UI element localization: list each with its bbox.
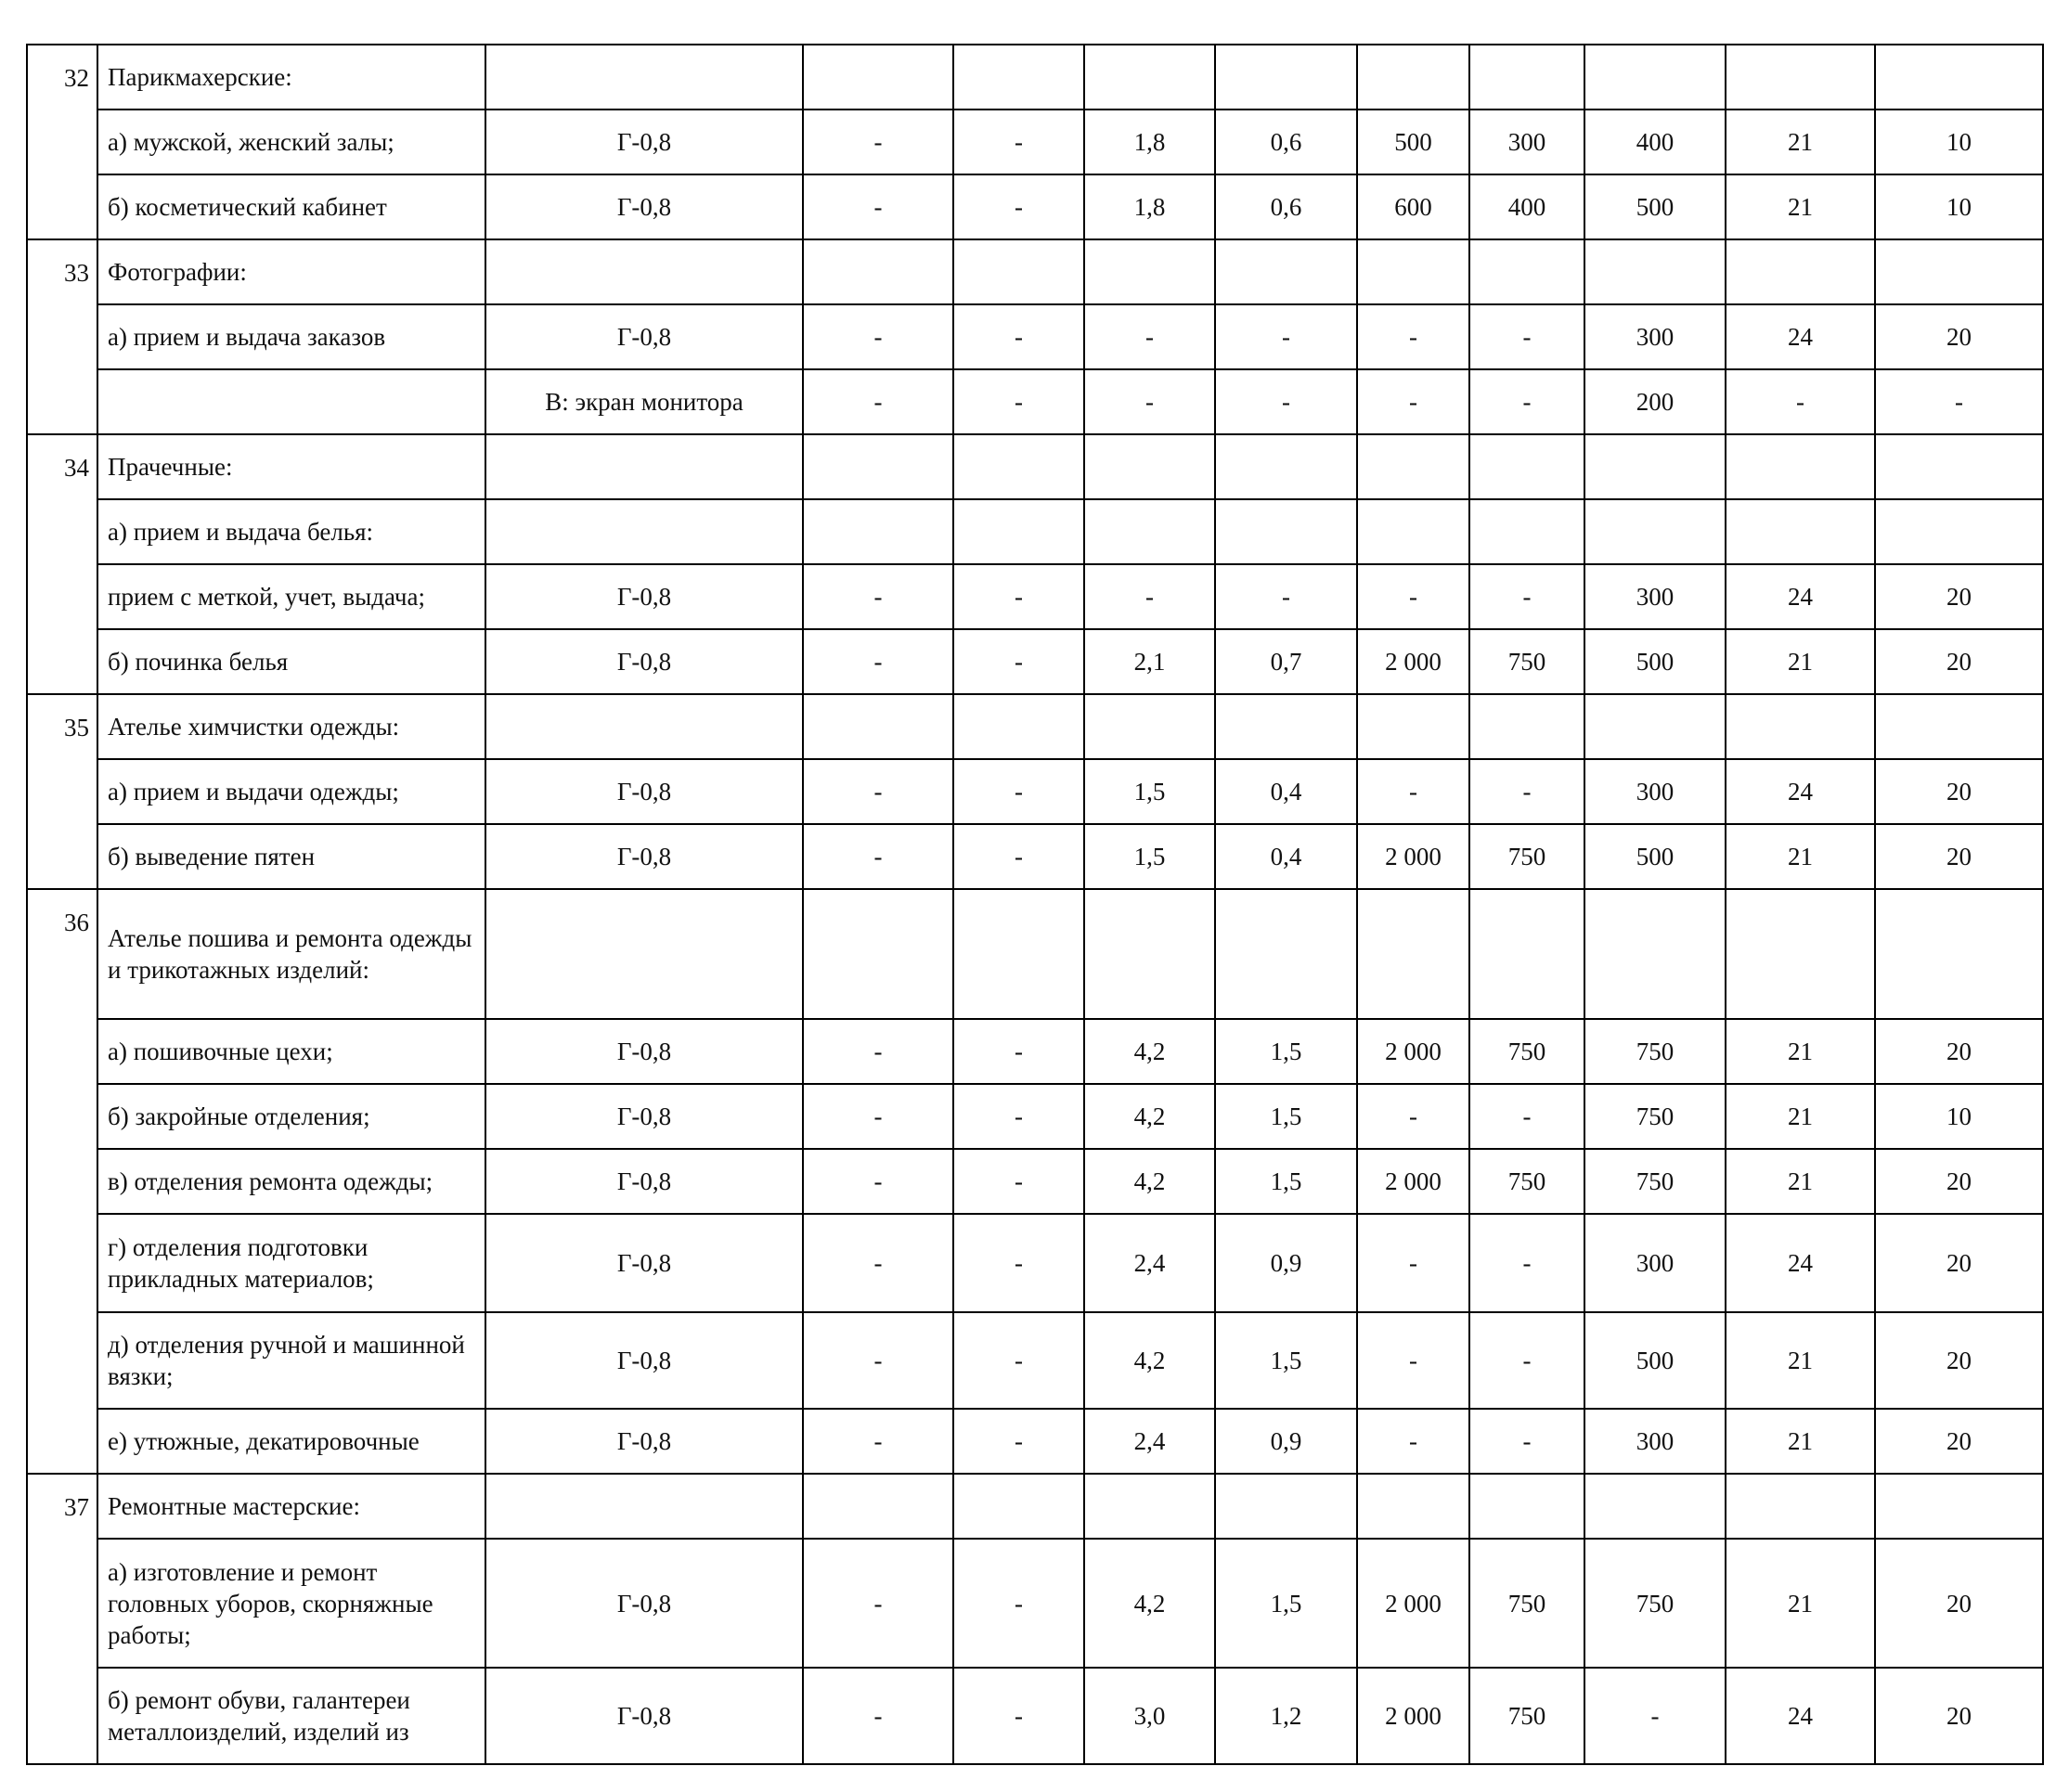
value-cell-col-5: 1,5 — [1215, 1084, 1357, 1149]
value-cell-col-10 — [1875, 45, 2043, 110]
table-row — [27, 694, 2043, 759]
value-cell-col-1 — [485, 889, 803, 1019]
value-cell-col-5 — [1215, 499, 1357, 564]
value-cell-col-2: - — [803, 1668, 953, 1764]
value-cell-col-2 — [803, 434, 953, 499]
value-cell-col-6: 2 000 — [1357, 1668, 1469, 1764]
value-cell-col-10 — [1875, 694, 2043, 759]
value-cell-col-6 — [1357, 499, 1469, 564]
value-cell-col-3: - — [953, 1409, 1084, 1474]
item-number: 37 — [27, 1474, 97, 1764]
value-cell-col-6 — [1357, 434, 1469, 499]
value-cell-col-7 — [1469, 239, 1584, 304]
value-cell-col-9: 24 — [1726, 1214, 1875, 1312]
table-row — [27, 1312, 2043, 1409]
value-cell-col-4: 2,4 — [1084, 1214, 1215, 1312]
value-cell-col-8: 300 — [1584, 304, 1726, 369]
value-cell-col-6: 2 000 — [1357, 1019, 1469, 1084]
value-cell-col-5: 0,9 — [1215, 1409, 1357, 1474]
value-cell-col-3 — [953, 499, 1084, 564]
value-cell-col-2: - — [803, 1312, 953, 1409]
value-cell-col-8 — [1584, 694, 1726, 759]
value-cell-col-10: 20 — [1875, 1149, 2043, 1214]
value-cell-col-5: 0,6 — [1215, 110, 1357, 174]
value-cell-col-7: 750 — [1469, 1019, 1584, 1084]
value-cell-col-9: 21 — [1726, 1409, 1875, 1474]
premises-name: а) прием и выдача заказов — [97, 304, 485, 369]
value-cell-col-1: Г-0,8 — [485, 1019, 803, 1084]
value-cell-col-1: Г-0,8 — [485, 110, 803, 174]
premises-name: а) прием и выдача белья: — [97, 499, 485, 564]
value-cell-col-9: 21 — [1726, 1084, 1875, 1149]
value-cell-col-1: Г-0,8 — [485, 1084, 803, 1149]
value-cell-col-7: 750 — [1469, 1668, 1584, 1764]
value-cell-col-6: 600 — [1357, 174, 1469, 239]
value-cell-col-6 — [1357, 694, 1469, 759]
value-cell-col-9: 21 — [1726, 110, 1875, 174]
premises-name: а) мужской, женский залы; — [97, 110, 485, 174]
value-cell-col-6: - — [1357, 1084, 1469, 1149]
value-cell-col-10: 20 — [1875, 1214, 2043, 1312]
value-cell-col-2: - — [803, 1149, 953, 1214]
premises-name: б) закройные отделения; — [97, 1084, 485, 1149]
premises-name: Ателье пошива и ремонта одежды и трикотажных изделий: — [97, 889, 485, 1019]
value-cell-col-10: 20 — [1875, 564, 2043, 629]
table-row — [27, 1214, 2043, 1312]
value-cell-col-3 — [953, 889, 1084, 1019]
value-cell-col-7: - — [1469, 1312, 1584, 1409]
table-row — [27, 110, 2043, 174]
value-cell-col-9: 24 — [1726, 304, 1875, 369]
value-cell-col-5 — [1215, 1474, 1357, 1539]
lighting-norms-table — [26, 44, 2044, 1765]
value-cell-col-9 — [1726, 889, 1875, 1019]
value-cell-col-3 — [953, 694, 1084, 759]
value-cell-col-9: 24 — [1726, 1668, 1875, 1764]
table-row — [27, 629, 2043, 694]
value-cell-col-8: 750 — [1584, 1149, 1726, 1214]
value-cell-col-6: 500 — [1357, 110, 1469, 174]
value-cell-col-4 — [1084, 694, 1215, 759]
value-cell-col-3: - — [953, 1214, 1084, 1312]
value-cell-col-10: - — [1875, 369, 2043, 434]
value-cell-col-7: 750 — [1469, 629, 1584, 694]
premises-name: б) ремонт обуви, галантереи металлоизделий, изделий из — [97, 1668, 485, 1764]
value-cell-col-10: 20 — [1875, 1668, 2043, 1764]
premises-name: а) прием и выдачи одежды; — [97, 759, 485, 824]
value-cell-col-2 — [803, 889, 953, 1019]
value-cell-col-8: 400 — [1584, 110, 1726, 174]
value-cell-col-2: - — [803, 1214, 953, 1312]
premises-name: б) починка белья — [97, 629, 485, 694]
value-cell-col-5: 0,6 — [1215, 174, 1357, 239]
value-cell-col-7 — [1469, 434, 1584, 499]
value-cell-col-2 — [803, 1474, 953, 1539]
value-cell-col-2 — [803, 694, 953, 759]
value-cell-col-2: - — [803, 174, 953, 239]
value-cell-col-4: 4,2 — [1084, 1539, 1215, 1668]
value-cell-col-8 — [1584, 889, 1726, 1019]
value-cell-col-1: Г-0,8 — [485, 629, 803, 694]
table-row — [27, 759, 2043, 824]
value-cell-col-10: 10 — [1875, 110, 2043, 174]
value-cell-col-4: 1,5 — [1084, 824, 1215, 889]
value-cell-col-1 — [485, 499, 803, 564]
value-cell-col-8 — [1584, 434, 1726, 499]
value-cell-col-7: 750 — [1469, 824, 1584, 889]
value-cell-col-5: - — [1215, 369, 1357, 434]
table-row — [27, 1084, 2043, 1149]
value-cell-col-7 — [1469, 499, 1584, 564]
value-cell-col-5: 1,5 — [1215, 1312, 1357, 1409]
value-cell-col-8: - — [1584, 1668, 1726, 1764]
value-cell-col-6 — [1357, 889, 1469, 1019]
value-cell-col-8: 500 — [1584, 174, 1726, 239]
value-cell-col-1: Г-0,8 — [485, 1409, 803, 1474]
value-cell-col-6 — [1357, 1474, 1469, 1539]
value-cell-col-5: - — [1215, 564, 1357, 629]
table-row — [27, 1668, 2043, 1764]
value-cell-col-1: В: экран монитора — [485, 369, 803, 434]
value-cell-col-10 — [1875, 889, 2043, 1019]
value-cell-col-3: - — [953, 759, 1084, 824]
value-cell-col-7: - — [1469, 759, 1584, 824]
premises-name: в) отделения ремонта одежды; — [97, 1149, 485, 1214]
value-cell-col-5: 1,5 — [1215, 1539, 1357, 1668]
value-cell-col-6: 2 000 — [1357, 824, 1469, 889]
value-cell-col-8: 300 — [1584, 759, 1726, 824]
value-cell-col-1 — [485, 694, 803, 759]
value-cell-col-3 — [953, 45, 1084, 110]
premises-name: а) пошивочные цехи; — [97, 1019, 485, 1084]
value-cell-col-5 — [1215, 889, 1357, 1019]
value-cell-col-7: - — [1469, 1214, 1584, 1312]
value-cell-col-5: 0,4 — [1215, 824, 1357, 889]
value-cell-col-4 — [1084, 45, 1215, 110]
value-cell-col-5 — [1215, 239, 1357, 304]
value-cell-col-7 — [1469, 889, 1584, 1019]
value-cell-col-3: - — [953, 1149, 1084, 1214]
item-number: 32 — [27, 45, 97, 239]
value-cell-col-4: - — [1084, 304, 1215, 369]
value-cell-col-6: - — [1357, 369, 1469, 434]
value-cell-col-6 — [1357, 239, 1469, 304]
value-cell-col-5: - — [1215, 304, 1357, 369]
value-cell-col-4 — [1084, 434, 1215, 499]
value-cell-col-7: 750 — [1469, 1149, 1584, 1214]
value-cell-col-8: 500 — [1584, 824, 1726, 889]
value-cell-col-6: - — [1357, 564, 1469, 629]
value-cell-col-5: 1,2 — [1215, 1668, 1357, 1764]
table-row — [27, 1409, 2043, 1474]
value-cell-col-4: 3,0 — [1084, 1668, 1215, 1764]
table-row — [27, 824, 2043, 889]
value-cell-col-1: Г-0,8 — [485, 1539, 803, 1668]
value-cell-col-3 — [953, 434, 1084, 499]
value-cell-col-9 — [1726, 1474, 1875, 1539]
value-cell-col-9: 24 — [1726, 759, 1875, 824]
value-cell-col-2: - — [803, 1019, 953, 1084]
value-cell-col-4: 4,2 — [1084, 1019, 1215, 1084]
value-cell-col-7 — [1469, 45, 1584, 110]
value-cell-col-4: 2,1 — [1084, 629, 1215, 694]
value-cell-col-3 — [953, 239, 1084, 304]
value-cell-col-5 — [1215, 434, 1357, 499]
value-cell-col-1: Г-0,8 — [485, 824, 803, 889]
value-cell-col-2: - — [803, 369, 953, 434]
value-cell-col-8 — [1584, 239, 1726, 304]
value-cell-col-4: 1,5 — [1084, 759, 1215, 824]
value-cell-col-7 — [1469, 1474, 1584, 1539]
value-cell-col-1: Г-0,8 — [485, 304, 803, 369]
value-cell-col-3: - — [953, 1019, 1084, 1084]
value-cell-col-2: - — [803, 629, 953, 694]
value-cell-col-3: - — [953, 824, 1084, 889]
value-cell-col-1: Г-0,8 — [485, 1214, 803, 1312]
premises-name: а) изготовление и ремонт головных уборов, скорняжные работы; — [97, 1539, 485, 1668]
value-cell-col-8 — [1584, 499, 1726, 564]
premises-name: Ремонтные мастерские: — [97, 1474, 485, 1539]
value-cell-col-2: - — [803, 1539, 953, 1668]
table-row — [27, 434, 2043, 499]
value-cell-col-9 — [1726, 499, 1875, 564]
value-cell-col-5 — [1215, 694, 1357, 759]
value-cell-col-9 — [1726, 45, 1875, 110]
value-cell-col-4: 4,2 — [1084, 1312, 1215, 1409]
value-cell-col-10 — [1875, 239, 2043, 304]
value-cell-col-2: - — [803, 1084, 953, 1149]
value-cell-col-5: 0,7 — [1215, 629, 1357, 694]
value-cell-col-3: - — [953, 629, 1084, 694]
value-cell-col-3: - — [953, 304, 1084, 369]
value-cell-col-9: 21 — [1726, 1019, 1875, 1084]
value-cell-col-8 — [1584, 45, 1726, 110]
premises-name: Парикмахерские: — [97, 45, 485, 110]
value-cell-col-2 — [803, 239, 953, 304]
value-cell-col-9: 21 — [1726, 824, 1875, 889]
premises-name: е) утюжные, декатировочные — [97, 1409, 485, 1474]
value-cell-col-3: - — [953, 174, 1084, 239]
value-cell-col-1: Г-0,8 — [485, 174, 803, 239]
value-cell-col-6: - — [1357, 1312, 1469, 1409]
value-cell-col-10: 10 — [1875, 174, 2043, 239]
value-cell-col-2: - — [803, 304, 953, 369]
value-cell-col-6: 2 000 — [1357, 629, 1469, 694]
value-cell-col-7: - — [1469, 369, 1584, 434]
value-cell-col-7: 750 — [1469, 1539, 1584, 1668]
value-cell-col-2 — [803, 499, 953, 564]
table-row — [27, 1019, 2043, 1084]
value-cell-col-7 — [1469, 694, 1584, 759]
premises-name: прием с меткой, учет, выдача; — [97, 564, 485, 629]
value-cell-col-10: 20 — [1875, 1019, 2043, 1084]
value-cell-col-4 — [1084, 1474, 1215, 1539]
value-cell-col-1: Г-0,8 — [485, 564, 803, 629]
value-cell-col-9: 24 — [1726, 564, 1875, 629]
value-cell-col-4: - — [1084, 369, 1215, 434]
value-cell-col-1 — [485, 434, 803, 499]
value-cell-col-10: 20 — [1875, 304, 2043, 369]
premises-name: Прачечные: — [97, 434, 485, 499]
value-cell-col-4: 1,8 — [1084, 110, 1215, 174]
value-cell-col-4: - — [1084, 564, 1215, 629]
value-cell-col-10: 20 — [1875, 1312, 2043, 1409]
value-cell-col-9: 21 — [1726, 1149, 1875, 1214]
value-cell-col-10: 20 — [1875, 629, 2043, 694]
value-cell-col-3: - — [953, 1084, 1084, 1149]
value-cell-col-9: 21 — [1726, 1539, 1875, 1668]
value-cell-col-7: - — [1469, 564, 1584, 629]
value-cell-col-6 — [1357, 45, 1469, 110]
value-cell-col-8: 500 — [1584, 629, 1726, 694]
value-cell-col-8: 200 — [1584, 369, 1726, 434]
value-cell-col-4 — [1084, 499, 1215, 564]
value-cell-col-5: 0,4 — [1215, 759, 1357, 824]
value-cell-col-10 — [1875, 499, 2043, 564]
value-cell-col-1: Г-0,8 — [485, 1312, 803, 1409]
value-cell-col-4 — [1084, 239, 1215, 304]
value-cell-col-9 — [1726, 434, 1875, 499]
value-cell-col-8: 300 — [1584, 564, 1726, 629]
item-number: 36 — [27, 889, 97, 1474]
value-cell-col-3 — [953, 1474, 1084, 1539]
value-cell-col-4: 4,2 — [1084, 1149, 1215, 1214]
value-cell-col-3: - — [953, 564, 1084, 629]
table-row — [27, 564, 2043, 629]
value-cell-col-9 — [1726, 694, 1875, 759]
value-cell-col-7: 400 — [1469, 174, 1584, 239]
item-number: 35 — [27, 694, 97, 889]
value-cell-col-5 — [1215, 45, 1357, 110]
value-cell-col-3: - — [953, 369, 1084, 434]
value-cell-col-3: - — [953, 1668, 1084, 1764]
value-cell-col-3: - — [953, 1539, 1084, 1668]
value-cell-col-9: - — [1726, 369, 1875, 434]
value-cell-col-4: 1,8 — [1084, 174, 1215, 239]
premises-name — [97, 369, 485, 434]
value-cell-col-10: 20 — [1875, 824, 2043, 889]
table-row — [27, 499, 2043, 564]
value-cell-col-1 — [485, 45, 803, 110]
value-cell-col-6: - — [1357, 1214, 1469, 1312]
value-cell-col-7: 300 — [1469, 110, 1584, 174]
value-cell-col-10: 10 — [1875, 1084, 2043, 1149]
value-cell-col-7: - — [1469, 1409, 1584, 1474]
value-cell-col-8: 750 — [1584, 1019, 1726, 1084]
item-number: 34 — [27, 434, 97, 694]
value-cell-col-8: 300 — [1584, 1409, 1726, 1474]
table-row — [27, 239, 2043, 304]
value-cell-col-10: 20 — [1875, 1409, 2043, 1474]
value-cell-col-10 — [1875, 434, 2043, 499]
value-cell-col-9: 21 — [1726, 629, 1875, 694]
table-row — [27, 369, 2043, 434]
table-row — [27, 889, 2043, 1019]
value-cell-col-4: 2,4 — [1084, 1409, 1215, 1474]
value-cell-col-10: 20 — [1875, 1539, 2043, 1668]
value-cell-col-5: 1,5 — [1215, 1149, 1357, 1214]
value-cell-col-4: 4,2 — [1084, 1084, 1215, 1149]
value-cell-col-9: 21 — [1726, 1312, 1875, 1409]
premises-name: б) косметический кабинет — [97, 174, 485, 239]
value-cell-col-1: Г-0,8 — [485, 1668, 803, 1764]
table-row — [27, 1539, 2043, 1668]
premises-name: д) отделения ручной и машинной вязки; — [97, 1312, 485, 1409]
value-cell-col-6: 2 000 — [1357, 1149, 1469, 1214]
value-cell-col-3: - — [953, 110, 1084, 174]
value-cell-col-2 — [803, 45, 953, 110]
value-cell-col-5: 0,9 — [1215, 1214, 1357, 1312]
value-cell-col-2: - — [803, 564, 953, 629]
premises-name: б) выведение пятен — [97, 824, 485, 889]
value-cell-col-10: 20 — [1875, 759, 2043, 824]
value-cell-col-2: - — [803, 1409, 953, 1474]
value-cell-col-1 — [485, 239, 803, 304]
value-cell-col-1: Г-0,8 — [485, 759, 803, 824]
value-cell-col-4 — [1084, 889, 1215, 1019]
value-cell-col-6: - — [1357, 1409, 1469, 1474]
value-cell-col-3: - — [953, 1312, 1084, 1409]
value-cell-col-1 — [485, 1474, 803, 1539]
table-body — [27, 45, 2043, 1764]
premises-name: Ателье химчистки одежды: — [97, 694, 485, 759]
value-cell-col-8: 500 — [1584, 1312, 1726, 1409]
value-cell-col-1: Г-0,8 — [485, 1149, 803, 1214]
value-cell-col-6: - — [1357, 304, 1469, 369]
value-cell-col-2: - — [803, 759, 953, 824]
table-row — [27, 174, 2043, 239]
value-cell-col-8: 300 — [1584, 1214, 1726, 1312]
value-cell-col-8: 750 — [1584, 1084, 1726, 1149]
table-row — [27, 1149, 2043, 1214]
premises-name: г) отделения подготовки прикладных материалов; — [97, 1214, 485, 1312]
value-cell-col-2: - — [803, 110, 953, 174]
value-cell-col-8 — [1584, 1474, 1726, 1539]
premises-name: Фотографии: — [97, 239, 485, 304]
value-cell-col-7: - — [1469, 304, 1584, 369]
value-cell-col-8: 750 — [1584, 1539, 1726, 1668]
value-cell-col-2: - — [803, 824, 953, 889]
value-cell-col-5: 1,5 — [1215, 1019, 1357, 1084]
value-cell-col-6: - — [1357, 759, 1469, 824]
table-row — [27, 45, 2043, 110]
table-row — [27, 304, 2043, 369]
value-cell-col-9: 21 — [1726, 174, 1875, 239]
value-cell-col-10 — [1875, 1474, 2043, 1539]
item-number: 33 — [27, 239, 97, 434]
value-cell-col-6: 2 000 — [1357, 1539, 1469, 1668]
value-cell-col-9 — [1726, 239, 1875, 304]
table-row — [27, 1474, 2043, 1539]
value-cell-col-7: - — [1469, 1084, 1584, 1149]
